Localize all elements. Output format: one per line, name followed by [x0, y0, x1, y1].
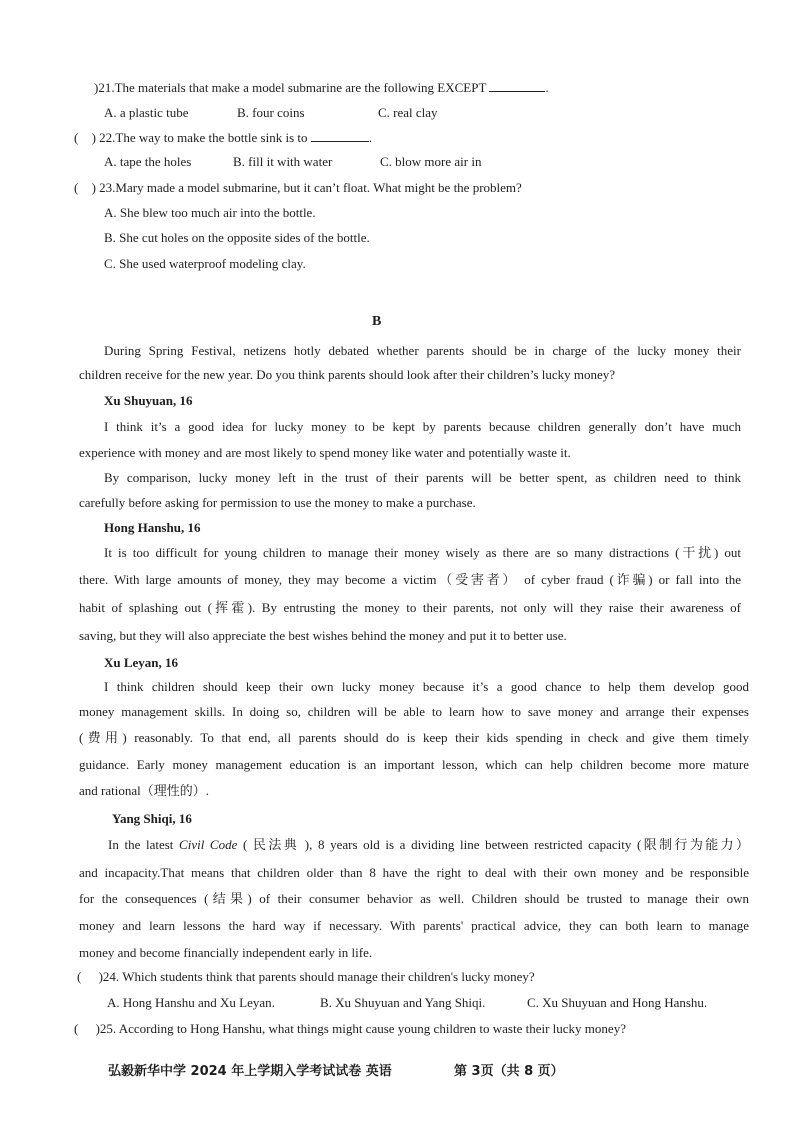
option-c: C. blow more air in [380, 154, 482, 169]
answer-blank [311, 130, 369, 142]
paragraph-line: there. With large amounts of money, they may become a victim（受害者） of cyber fraud (诈骗) or fall into the [79, 572, 741, 587]
page-number: 第 3页（共 8 页） [454, 1064, 564, 1079]
speaker-name: Yang Shiqi, 16 [112, 811, 192, 826]
paragraph-line: (费用) reasonably. To that end, all parents should do is keep their kids spending in check and give them timely [79, 730, 749, 745]
paragraph-line: guidance. Early money management education is an important lesson, which can help children become more mature [79, 757, 749, 772]
option-c: C. Xu Shuyuan and Hong Hanshu. [527, 995, 708, 1010]
italic-term: Civil Code [179, 837, 238, 852]
paragraph-line [108, 837, 749, 853]
paragraph-line: money management skills. In doing so, children will be able to learn how to save money and arrange their expenses [79, 704, 749, 719]
exam-title: 弘毅新华中学 2024 年上学期入学考试试卷 英语 [108, 1064, 392, 1079]
speaker-name: Xu Shuyuan, 16 [104, 393, 193, 408]
option-c: C. real clay [378, 105, 438, 120]
option-a: A. Hong Hanshu and Xu Leyan. [107, 995, 275, 1010]
option-b: B. four coins [237, 105, 305, 120]
question-22-end: . [368, 130, 372, 145]
text-fragment: In the latest [108, 837, 180, 852]
paragraph-line: carefully before asking for permission to use the money to make a purchase. [79, 495, 476, 510]
option-b: B. She cut holes on the opposite sides of the bottle. [104, 230, 370, 245]
question-24-stem: )24. Which students think that parents should manage their children's lucky money? [98, 969, 535, 984]
paragraph-line: I think children should keep their own lucky money because it’s a good chance to help them develop good [104, 679, 749, 694]
speaker-name: Hong Hanshu, 16 [104, 520, 201, 535]
question-22-stem: ) 22.The way to make the bottle sink is to [91, 130, 308, 145]
intro-line-2: children receive for the new year. Do you think parents should look after their children’s lucky money? [79, 367, 616, 382]
speaker-name: Xu Leyan, 16 [104, 655, 179, 670]
question-25 [74, 1021, 626, 1037]
question-24 [77, 969, 535, 985]
text-fragment: ( 民法典 ), 8 years old is a dividing line between restricted capacity (限制行为能力） [237, 837, 749, 852]
paragraph-line: money and become financially independent early in life. [79, 945, 373, 960]
question-23 [74, 180, 522, 196]
paragraph-line: habit of splashing out (挥霍). By entrusting the money to their parents, not only will they raise their awareness of [79, 600, 741, 615]
question-21-end: . [545, 80, 549, 95]
paragraph-line: experience with money and are most likely to spend money like water and potentially waste it. [79, 445, 571, 460]
paragraph-line: It is too difficult for young children to manage their money wisely as there are so many distractions (干扰) out [104, 545, 741, 560]
option-b: B. Xu Shuyuan and Yang Shiqi. [320, 995, 486, 1010]
question-23-stem: ) 23.Mary made a model submarine, but it can’t float. What might be the problem? [91, 180, 522, 195]
paragraph-line: for the consequences (结果) of their consumer behavior as well. Children should be trusted to manage their own [79, 891, 749, 906]
answer-bracket: ( [74, 180, 79, 195]
option-a: A. a plastic tube [104, 105, 189, 120]
paragraph-line: By comparison, lucky money left in the trust of their parents will be better spent, as children need to think [104, 470, 741, 485]
paragraph-line: money and learn lessons the hard way if necessary. With parents' practical advice, they can both learn to manage [79, 918, 749, 933]
paragraph-line: I think it’s a good idea for lucky money to be kept by parents because children generally don’t have much [104, 419, 741, 434]
question-21-stem: )21.The materials that make a model submarine are the following EXCEPT [94, 80, 487, 95]
option-b: B. fill it with water [233, 154, 333, 169]
paragraph-line: and incapacity.That means that children older than 8 have the right to deal with their own money and be responsible [79, 865, 749, 880]
answer-blank [489, 80, 545, 92]
paragraph-line: saving, but they will also appreciate the best wishes behind the money and put it to better use. [79, 628, 567, 643]
option-a: A. tape the holes [104, 154, 192, 169]
question-21 [94, 80, 549, 96]
answer-bracket: ( [74, 1021, 79, 1036]
answer-bracket: ( [77, 969, 82, 984]
question-22 [74, 130, 372, 146]
intro-line-1: During Spring Festival, netizens hotly debated whether parents should be in charge of the lucky money their [104, 343, 741, 358]
answer-bracket: ( [74, 130, 79, 145]
section-title: B [372, 314, 382, 329]
paragraph-line: and rational（理性的）. [79, 783, 209, 798]
question-25-stem: )25. According to Hong Hanshu, what things might cause young children to waste their lucky money? [95, 1021, 626, 1036]
option-a: A. She blew too much air into the bottle. [104, 205, 316, 220]
option-c: C. She used waterproof modeling clay. [104, 256, 306, 271]
